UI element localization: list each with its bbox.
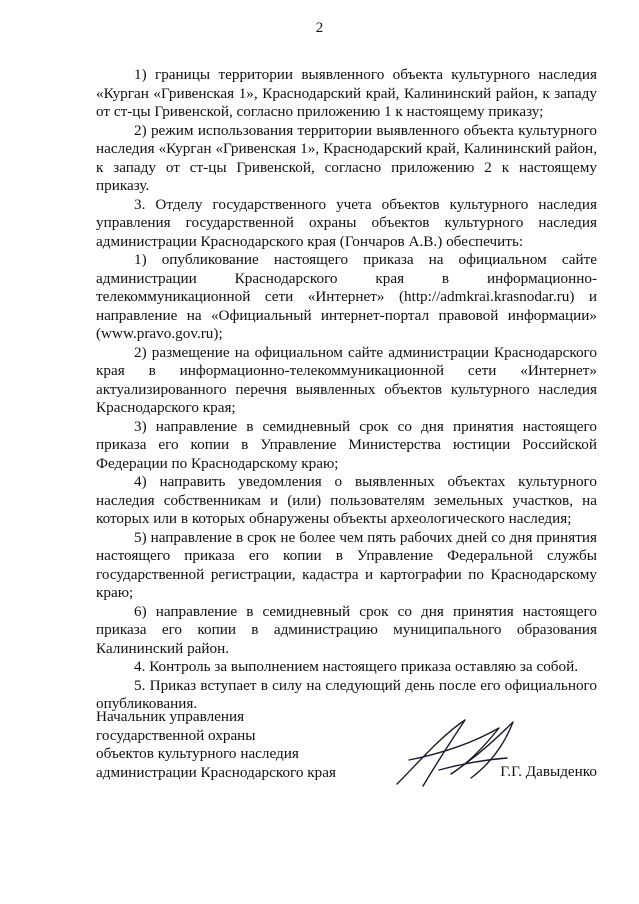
page-number: 2: [315, 20, 324, 36]
paragraph-4: 1) опубликование настоящего приказа на официальном сайте администрации Краснодарского края в информационно-телекоммуникационной сети «Интернет» (http://admkrai.krasnodar.ru) и направление на «Официальный интернет-портал правовой информации» (www.pravo.gov.ru);: [96, 251, 597, 342]
paragraph-2: 2) режим использования территории выявленного объекта культурного наследия «Курган «Гривенская 1», Краснодарский край, Калининский район, к западу от ст-цы Гривенской, согласно приложению 2 к настоящему приказу.: [96, 121, 597, 194]
signatory-title-line: объектов культурного наследия: [96, 745, 299, 762]
signatory-title-line: государственной охраны: [96, 726, 256, 744]
paragraph-1: 1) границы территории выявленного объекта культурного наследия «Курган «Гривенская 1», Краснодарский край, Калининский район, к западу от ст-цы Гривенской, согласно приложению 1 к настоящему приказу;: [96, 66, 597, 120]
document-body: [96, 66, 597, 714]
signatory-name: Г.Г. Давыденко: [500, 763, 597, 780]
paragraph-3: 3. Отделу государственного учета объектов культурного наследия управления государственной охраны объектов культурного наследия администрации Краснодарского края (Гончаров А.В.) обеспечить:: [96, 195, 597, 250]
paragraph-8: 5) направление в срок не более чем пять рабочих дней со дня принятия настоящего приказа его копии в Управление Федеральной службы государственной регистрации, кадастра и картографии по Краснодарскому краю;: [96, 528, 597, 601]
paragraph-6: 3) направление в семидневный срок со дня принятия настоящего приказа его копии в Управление Министерства юстиции Российской Федерации по Краснодарскому краю;: [96, 417, 597, 472]
paragraph-5: 2) размещение на официальном сайте администрации Краснодарского края в информационно-телекоммуникационной сети «Интернет» актуализированного перечня выявленных объектов культурного наследия Краснодарского края;: [96, 343, 597, 416]
paragraph-11: 5. Приказ вступает в силу на следующий день после его официального опубликования.: [96, 676, 597, 712]
paragraph-10: 4. Контроль за выполнением настоящего приказа оставляю за собой.: [134, 658, 579, 675]
signatory-title-line: администрации Краснодарского края: [96, 763, 336, 781]
paragraph-9: 6) направление в семидневный срок со дня принятия настоящего приказа его копии в администрацию муниципального образования Калининский район.: [96, 602, 597, 657]
signature-block: [96, 708, 597, 798]
paragraph-7: 4) направить уведомления о выявленных объектах культурного наследия собственникам и (или) пользователям земельных участков, на которых или в которых обнаружены объекты археологического наследия;: [96, 473, 597, 527]
signatory-title-line: Начальник управления: [96, 708, 245, 725]
signatory-title: [96, 708, 336, 782]
